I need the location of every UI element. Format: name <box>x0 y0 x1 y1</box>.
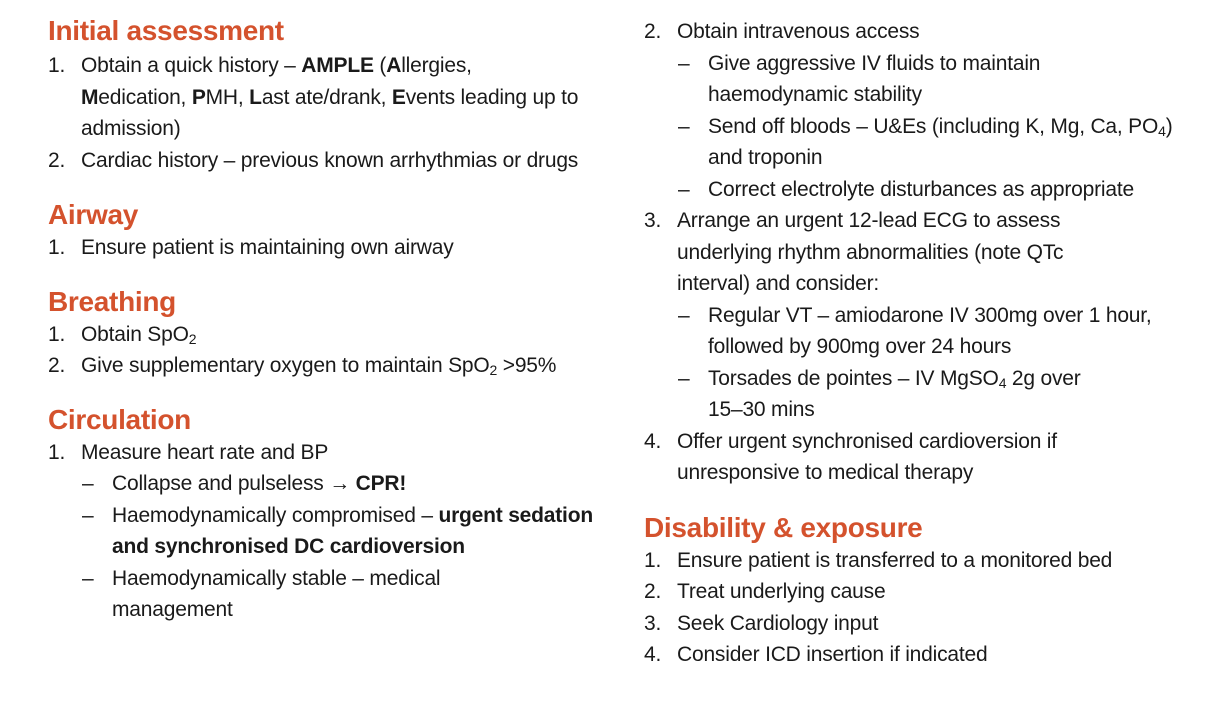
list-item: 2. Give supplementary oxygen to maintain SpO$_2$ >95% <box>48 350 608 382</box>
heading-airway: Airway <box>48 199 139 230</box>
list-item: 1. Measure heart rate and BP <box>48 437 608 469</box>
list-number: 1. <box>644 548 662 572</box>
dash-marker: – <box>678 51 690 75</box>
sub-list-item: – Haemodynamically stable – medical management <box>48 563 608 626</box>
dash-marker: – <box>678 114 690 138</box>
ample-mnemonic: AMPLE <box>301 54 374 77</box>
list-item: 1. Obtain SpO$_2$ <box>48 319 608 351</box>
sub-list-item: – Torsades de pointes – IV MgSO$_4$ 2g over 15–30 mins <box>644 363 1214 426</box>
list-item: 3. Arrange an urgent 12-lead ECG to assess underlying rhythm abnormalities (note QTc interval) and consider: <box>644 205 1214 300</box>
list-number: 3. <box>644 611 662 635</box>
dash-marker: – <box>678 303 690 327</box>
list-item: 4. Consider ICD insertion if indicated <box>644 639 1214 671</box>
list-number: 1. <box>48 440 66 464</box>
sub-list-item: – Send off bloods – U&Es (including K, Mg, Ca, $PO_4$) and troponin <box>644 111 1214 174</box>
list-item: 1. Obtain a quick history – AMPLE (Allergies, Medication, PMH, Last ate/drank, Events leading up to admission) <box>48 50 608 145</box>
sub-list-item: – Haemodynamically compromised – urgent sedation and synchronised DC cardioversion <box>48 500 608 563</box>
list-number: 4. <box>644 643 662 666</box>
right-column <box>644 0 1214 671</box>
sub-list-item: – Give aggressive IV fluids to maintain haemodynamic stability <box>644 48 1214 111</box>
dash-marker: – <box>678 177 690 201</box>
dash-marker: – <box>678 366 690 390</box>
left-column <box>48 0 608 626</box>
list-item: 2. Treat underlying cause <box>644 576 1214 608</box>
list-number: 4. <box>644 429 662 453</box>
sub-list-item: – Collapse and pulseless → CPR! <box>48 468 608 500</box>
heading-initial-assessment: Initial assessment <box>48 15 284 46</box>
heading-breathing: Breathing <box>48 285 176 317</box>
heading-disability-exposure: Disability & exposure <box>644 511 923 543</box>
list-item: 1. Ensure patient is maintaining own airway <box>48 232 608 264</box>
list-item: 1. Ensure patient is transferred to a monitored bed <box>644 545 1214 577</box>
list-item: 4. Offer urgent synchronised cardioversion if unresponsive to medical therapy <box>644 426 1214 489</box>
dash-marker: – <box>82 566 94 590</box>
list-number: 3. <box>644 209 662 232</box>
list-item: 2. Obtain intravenous access <box>644 16 1214 48</box>
list-number: 1. <box>48 54 66 77</box>
list-number: 2. <box>644 580 662 603</box>
list-number: 1. <box>48 236 66 259</box>
list-number: 1. <box>48 322 66 346</box>
list-item: 3. Seek Cardiology input <box>644 608 1214 640</box>
dash-marker: – <box>82 472 94 495</box>
sub-list-item: – Correct electrolyte disturbances as appropriate <box>644 174 1214 206</box>
list-number: 2. <box>644 20 662 43</box>
list-item: 2. Cardiac history – previous known arrhythmias or drugs <box>48 145 608 177</box>
heading-circulation: Circulation <box>48 403 191 435</box>
list-number: 2. <box>48 354 66 377</box>
sub-list-item: – Regular VT – amiodarone IV 300mg over 1 hour, followed by 900mg over 24 hours <box>644 300 1214 363</box>
list-number: 2. <box>48 148 66 172</box>
dash-marker: – <box>82 503 94 527</box>
